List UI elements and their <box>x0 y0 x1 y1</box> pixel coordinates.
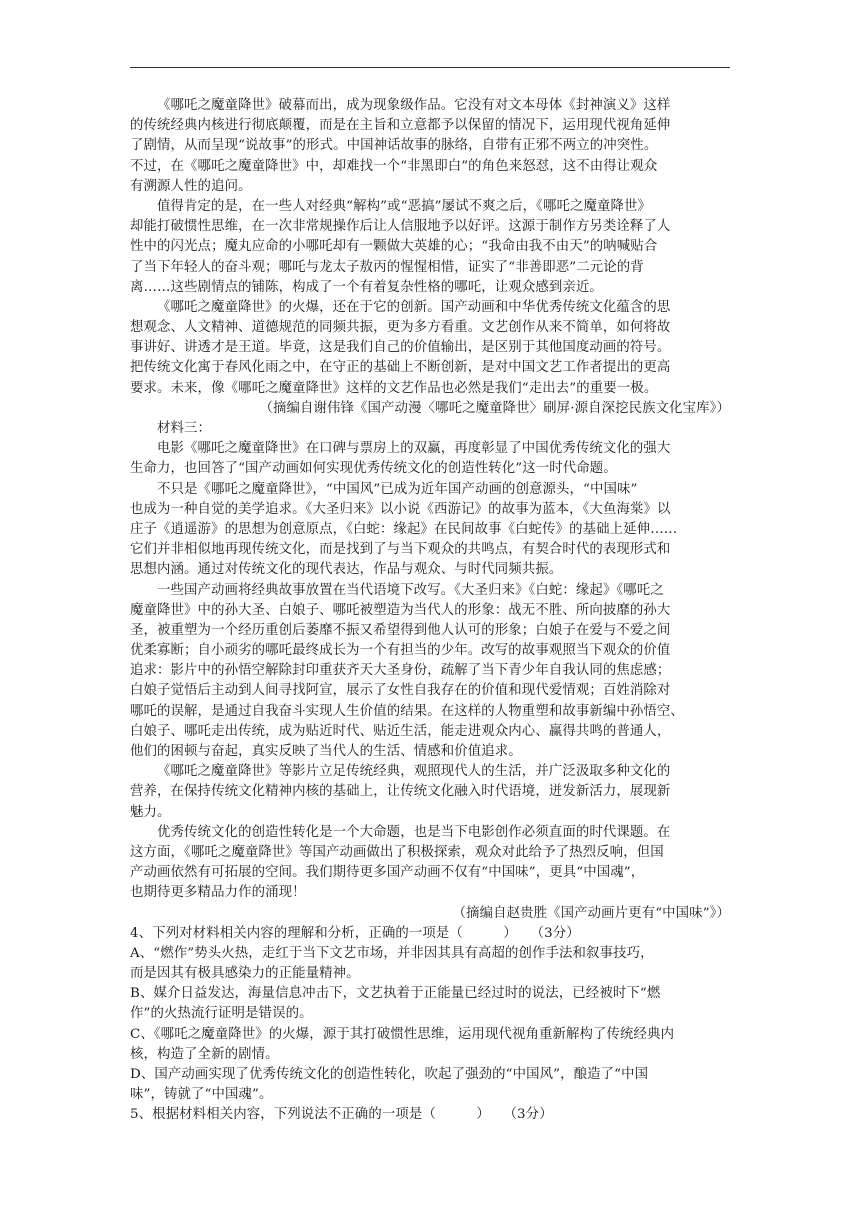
text-line: 材料三： <box>157 421 212 436</box>
text-line: C、《哪吒之魔童降世》的火爆，源于其打破惯性思维，运用现代视角重新解构了传统经典内 <box>130 1026 675 1042</box>
text-line: 而是因其有极具感染力的正能量精神。 <box>130 966 360 982</box>
text-line: 要求。未来，像《哪吒之魔童降世》这样的文艺作品也必然是我们“走出去”的重要一极。 <box>130 380 658 396</box>
text-line: 了剧情，从而呈现“说故事”的形式。中国神话故事的脉络，自带有正邪不两立的冲突性。 <box>130 138 658 154</box>
source-citation: （摘编自谢伟锋《国产动漫〈哪吒之魔童降世〉刷屏·源自深挖民族文化宝库》） <box>259 400 730 416</box>
text-line: 有溯源人性的追问。 <box>130 178 252 194</box>
text-line: 味”，铸就了“中国魂”。 <box>130 1087 273 1103</box>
text-line: 却能打破惯性思维，在一次非常规操作后让人信服地予以好评。这源于制作方另类诠释了人 <box>130 219 671 235</box>
text-line: 魅力。 <box>130 804 171 820</box>
text-line: 想观念、人文精神、道德规范的同频共振，更为多方看重。文艺创作从来不简单，如何将故 <box>130 320 671 336</box>
header-rule <box>130 67 730 68</box>
text-line: 作”的火热流行证明是错误的。 <box>130 1006 313 1022</box>
text-line: 圣，被重塑为一个经历重创后萎靡不振又希望得到他人认可的形象；白娘子在爱与不爱之间 <box>130 622 671 638</box>
text-line: 白娘子、哪吒走出传统，成为贴近时代、贴近生活，能走进观众内心、赢得共鸣的普通人， <box>130 723 671 739</box>
text-line: 产动画依然有可拓展的空间。我们期待更多国产动画不仅有“中国味”，更具“中国魂”， <box>130 865 645 881</box>
text-line: 值得肯定的是，在一些人对经典“解构”或“恶搞”屡试不爽之后，《哪吒之魔童降世》 <box>157 198 652 214</box>
text-line: 优秀传统文化的创造性转化是一个大命题，也是当下电影创作必须直面的时代课题。在 <box>157 824 671 840</box>
text-line: D、国产动画实现了优秀传统文化的创造性转化，吹起了强劲的“中国风”，酿造了“中国 <box>130 1067 649 1082</box>
text-line: 性中的闪光点；魔丸应命的小哪吒却有一颗做大英雄的心；“我命由我不由天”的呐喊贴合 <box>130 239 658 255</box>
text-line: 电影《哪吒之魔童降世》在口碑与票房上的双赢，再度彰显了中国优秀传统文化的强大 <box>157 441 671 457</box>
text-line: A、“燃作”势头火热，走红于当下文艺市场，并非因其具有高超的创作手法和叙事技巧， <box>130 945 654 961</box>
text-line: 营养，在保持传统文化精神内核的基础上，让传统文化融入时代语境，迸发新活力，展现新 <box>130 784 671 800</box>
text-line: 《哪吒之魔童降世》破幕而出，成为现象级作品。它没有对文本母体《封神演义》这样 <box>157 98 671 113</box>
text-line: 庄子《逍遥游》的思想为创意原点，《白蛇：缘起》在民间故事《白蛇传》的基础上延伸…… <box>130 521 678 537</box>
text-line: 哪吒的误解，是通过自我奋斗实现人生价值的结果。在这样的人物重塑和故事新编中孙悟空、 <box>130 703 684 719</box>
text-line: 了当下年轻人的奋斗观；哪吒与龙太子敖丙的惺惺相惜，证实了“非善即恶”二元论的背 <box>130 259 644 275</box>
text-line: 生命力，也回答了“国产动画如何实现优秀传统文化的创造性转化”这一时代命题。 <box>130 461 617 477</box>
text-line: 也成为一种自觉的美学追求。《大圣归来》以小说《西游记》的故事为蓝本，《大鱼海棠》以 <box>130 501 671 517</box>
text-line: 《哪吒之魔童降世》等影片立足传统经典，观照现代人的生活，并广泛汲取多种文化的 <box>157 764 671 780</box>
text-line: 不只是《哪吒之魔童降世》，“中国风”已成为近年国产动画的创意源头，“中国味” <box>157 481 638 497</box>
text-line: 5、根据材料相关内容，下列说法不正确的一项是（ ） （3分） <box>130 1107 553 1123</box>
document-body <box>130 96 730 1126</box>
text-line: 离……这些剧情点的铺陈，构成了一个有着复杂性格的哪吒，让观众感到亲近。 <box>130 279 603 295</box>
text-line: 优柔寡断；自小顽劣的哪吒最终成长为一个有担当的少年。改写的故事观照当下观众的价值 <box>130 643 671 659</box>
text-line: 追求：影片中的孙悟空解除封印重获齐天大圣身份，疏解了当下青少年自我认同的焦虑感； <box>130 663 671 679</box>
source-citation: （摘编自赵贵胜《国产动画片更有“中国味”》） <box>452 905 730 921</box>
text-line: 《哪吒之魔童降世》的火爆，还在于它的创新。国产动画和中华优秀传统文化蕴含的思 <box>157 299 671 315</box>
text-line: 一些国产动画将经典故事放置在当代语境下改写。《大圣归来》《白蛇：缘起》《哪吒之 <box>157 582 664 598</box>
text-line: 他们的困顿与奋起，真实反映了当代人的生活、情感和价值追求。 <box>130 744 522 759</box>
text-line: 白娘子觉悟后主动到人间寻找阿宣，展示了女性自我存在的价值和现代爱情观；百姓消除对 <box>130 683 671 699</box>
text-line: 也期待更多精品力作的涌现！ <box>130 885 306 901</box>
text-line: 把传统文化寓于春风化雨之中，在守正的基础上不断创新，是对中国文艺工作者提出的更高 <box>130 360 671 376</box>
text-line: 核，构造了全新的剧情。 <box>130 1046 279 1062</box>
text-line: 4、下列对材料相关内容的理解和分析，正确的一项是（ ） （3分） <box>130 925 580 941</box>
text-line: 事讲好、讲透才是王道。毕竟，这是我们自己的价值输出，是区别于其他国度动画的符号。 <box>130 340 671 356</box>
text-line: 不过，在《哪吒之魔童降世》中，却难找一个“非黑即白”的角色来怒怼，这不由得让观众 <box>130 158 658 174</box>
text-line: 这方面，《哪吒之魔童降世》等国产动画做出了积极探索，观众对此给予了热烈反响，但国 <box>130 844 664 860</box>
text-line: 魔童降世》中的孙大圣、白娘子、哪吒被塑造为当代人的形象：战无不胜、所向披靡的孙大 <box>130 602 671 618</box>
text-line: 思想内涵。通过对传统文化的现代表达，作品与观众、与时代同频共振。 <box>130 562 563 578</box>
text-line: 它们并非相似地再现传统文化，而是找到了与当下观众的共鸣点，有契合时代的表现形式和 <box>130 542 671 558</box>
text-line: B、媒介日益发达，海量信息冲击下，文艺执着于正能量已经过时的说法，已经被时下“燃 <box>130 986 661 1002</box>
text-line: 的传统经典内核进行彻底颠覆，而是在主旨和立意都予以保留的情况下，运用现代视角延伸 <box>130 118 671 134</box>
